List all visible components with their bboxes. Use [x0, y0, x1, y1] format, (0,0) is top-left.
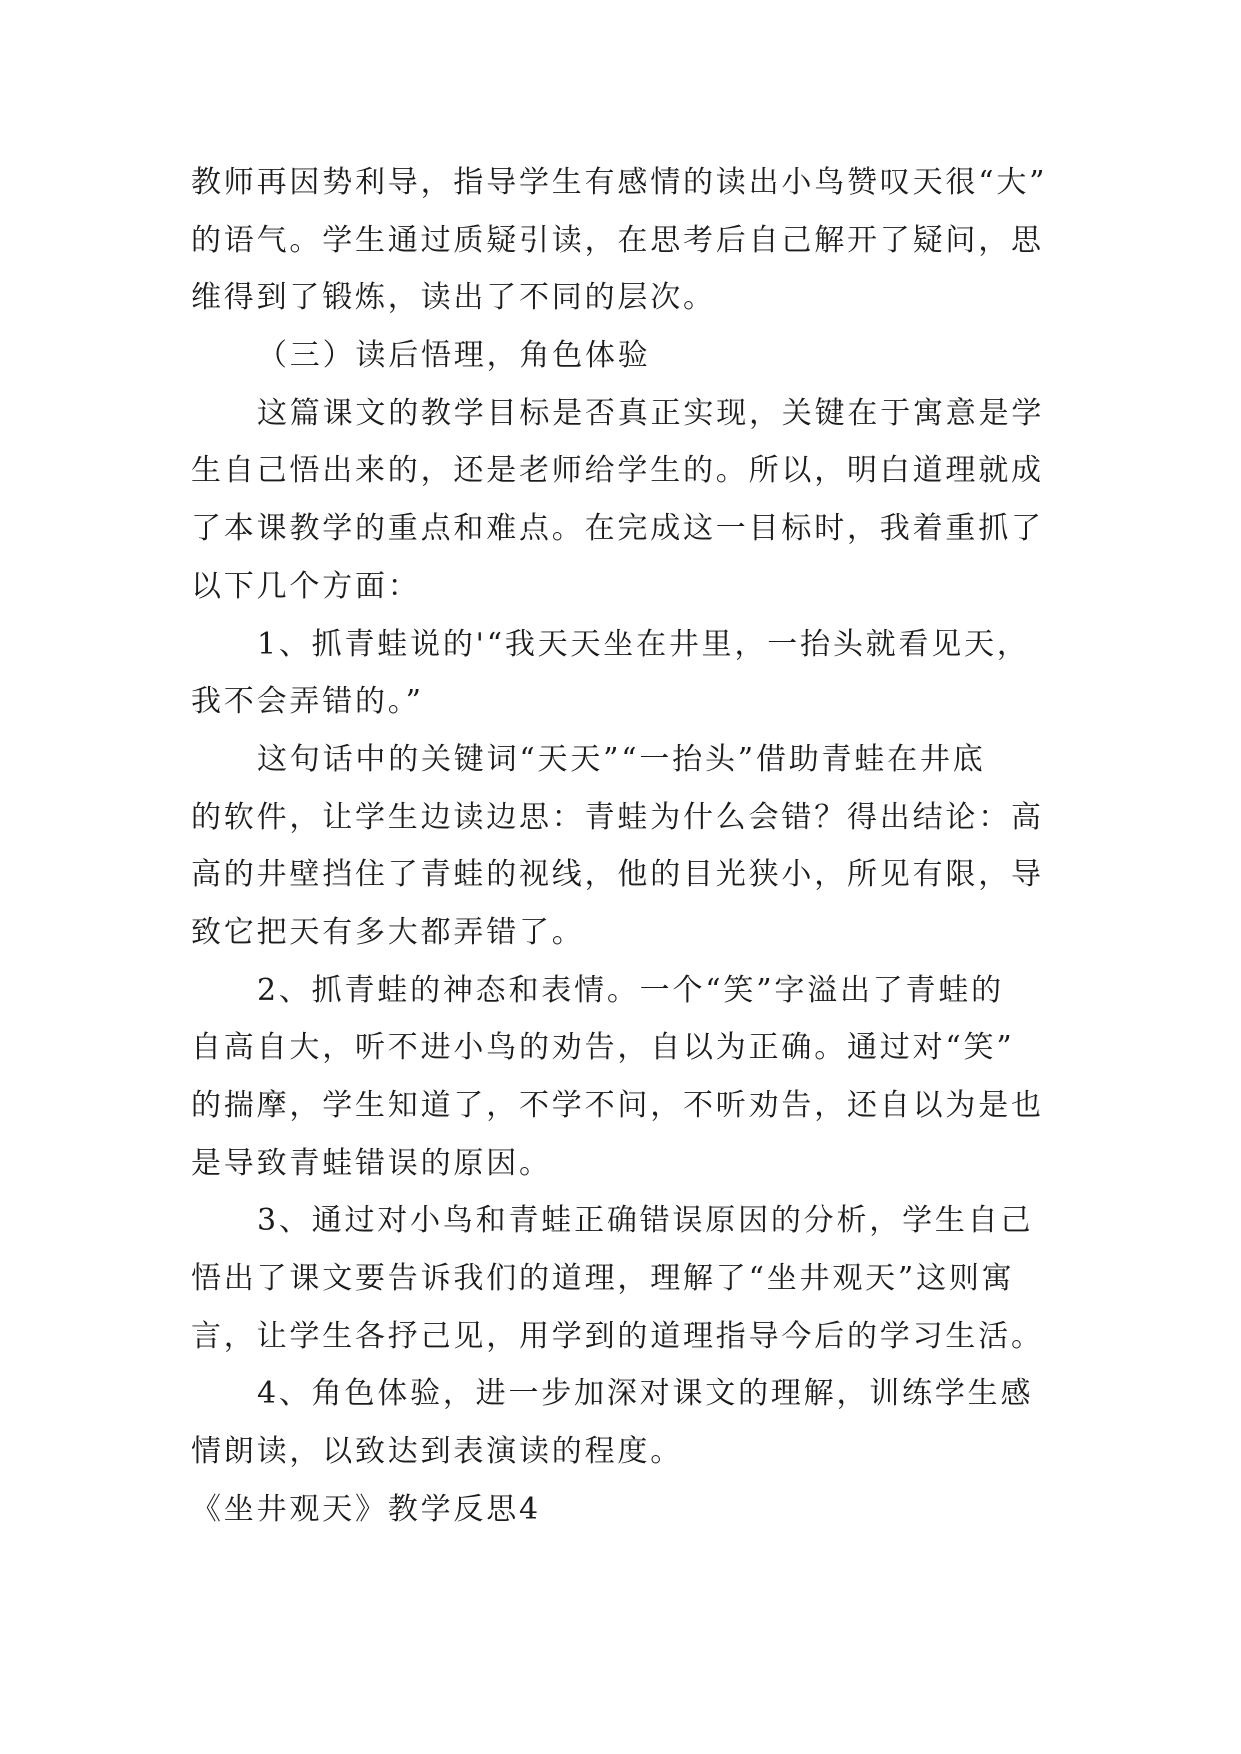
text-line: 情朗读，以致达到表演读的程度。	[191, 1434, 683, 1470]
list-item-paragraph	[191, 1192, 1091, 1365]
text-line: 生自己悟出来的，还是老师给学生的。所以，明白道理就成	[191, 453, 1044, 489]
paragraph-continuation	[191, 154, 1091, 327]
text-line: 4、角色体验，进一步加深对课文的理解，训练学生感	[257, 1376, 1034, 1412]
section-title: 《坐井观天》教学反思4	[191, 1491, 541, 1527]
subheading-paragraph	[191, 327, 1091, 385]
text-line: 了本课教学的重点和难点。在完成这一目标时，我着重抓了	[191, 511, 1044, 547]
text-line: 以下几个方面：	[191, 568, 421, 604]
paragraph	[191, 385, 1091, 616]
text-line: 高的井壁挡住了青蛙的视线，他的目光狭小，所见有限，导	[191, 857, 1044, 893]
text-line: 教师再因势利导，指导学生有感情的读出小鸟赞叹天很“大”	[191, 165, 1048, 200]
document-body	[191, 154, 1091, 1539]
text-line: 自高自大，听不进小鸟的劝告，自以为正确。通过对“笑”	[191, 1030, 1015, 1066]
text-line: 3、通过对小鸟和青蛙正确错误原因的分析，学生自己	[257, 1203, 1034, 1239]
text-line: 的揣摩，学生知道了，不学不问，不听劝告，还自以为是也	[191, 1088, 1044, 1123]
list-item-paragraph	[191, 962, 1091, 1193]
text-line: 我不会弄错的。”	[191, 684, 424, 720]
text-line: 言，让学生各抒己见，用学到的道理指导今后的学习生活。	[191, 1318, 1044, 1354]
list-item-paragraph	[191, 616, 1091, 731]
text-line: 维得到了锻炼，读出了不同的层次。	[191, 280, 716, 316]
paragraph	[191, 731, 1091, 962]
text-line: 悟出了课文要告诉我们的道理，理解了“坐井观天”这则寓	[191, 1261, 1015, 1297]
text-line: 致它把天有多大都弄错了。	[191, 914, 585, 950]
subheading: （三）读后悟理，角色体验	[257, 338, 651, 374]
list-item-paragraph	[191, 1365, 1091, 1480]
text-line: 这句话中的关键词“天天”“一抬头”借助青蛙在井底	[257, 741, 986, 777]
text-line: 2、抓青蛙的神态和表情。一个“笑”字溢出了青蛙的	[257, 972, 1004, 1008]
text-line: 是导致青蛙错误的原因。	[191, 1145, 552, 1181]
text-line: 1、抓青蛙说的'“我天天坐在井里，一抬头就看见天，	[257, 626, 1030, 662]
text-line: 的软件，让学生边读边思：青蛙为什么会错？得出结论：高	[191, 799, 1044, 835]
text-line: 这篇课文的教学目标是否真正实现，关键在于寓意是学	[257, 395, 1045, 431]
text-line: 的语气。学生通过质疑引读，在思考后自己解开了疑问，思	[191, 222, 1044, 258]
